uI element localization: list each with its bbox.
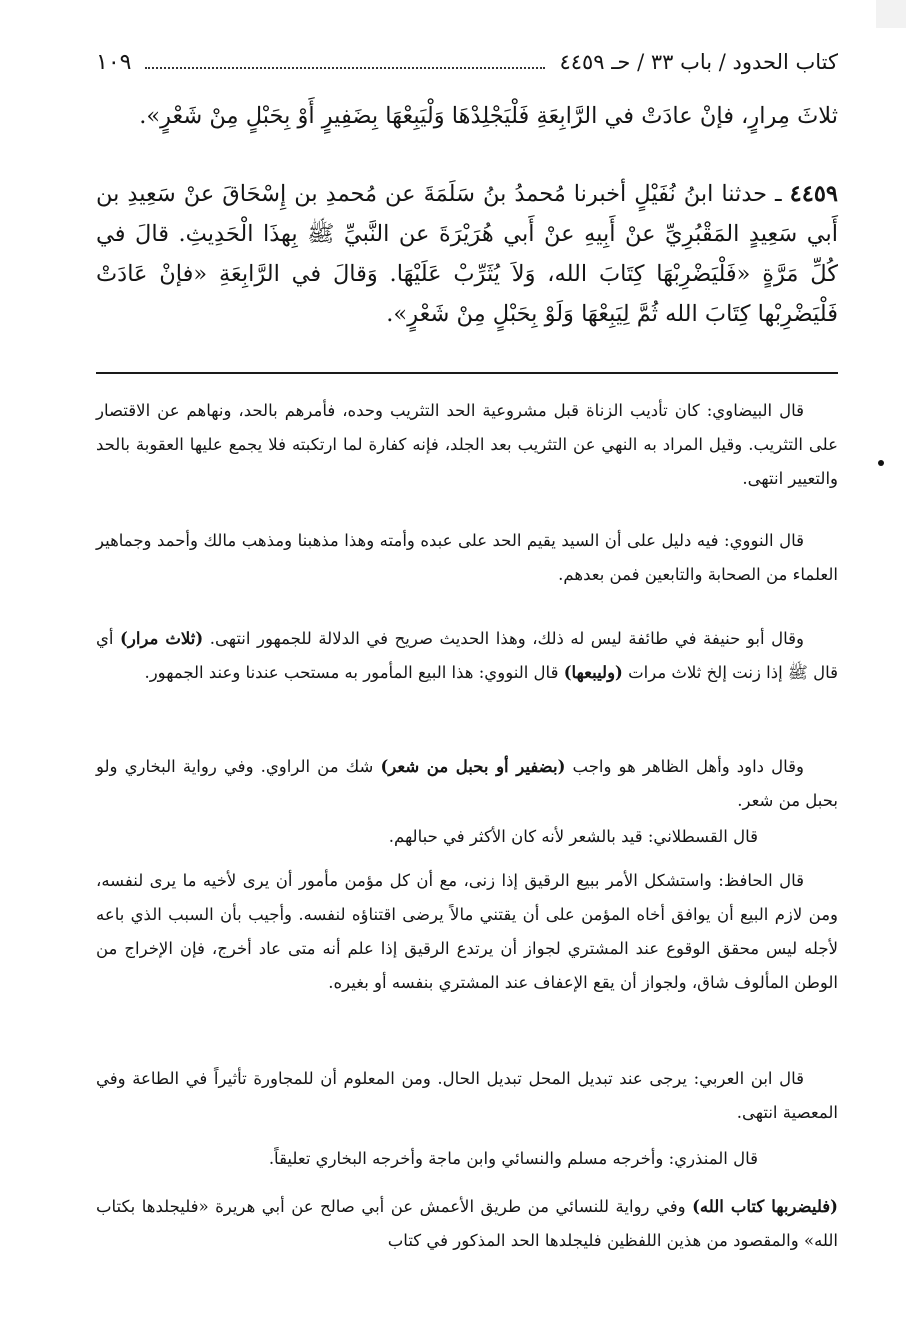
note-mundhiri: قال المنذري: وأخرجه مسلم والنسائي وابن ماجة وأخرجه البخاري تعليقاً. [268,1149,758,1168]
page-number: ١٠٩ [96,49,132,75]
lemma-falyadribha: (فليضربها كتاب الله) [692,1197,838,1216]
note-abu-hanifa [96,622,838,690]
hadith-4459 [96,174,838,334]
page-header [96,44,838,80]
note-abu-hanifa-text: وقال أبو حنيفة في طائفة ليس له ذلك، وهذا الحديث صريح في الدلالة للجمهور انتهى. [209,629,805,648]
footnote-divider [96,372,838,374]
note-dawud-end: شك من الراوي. وفي رواية البخاري ولو بحبل من شعر. [96,757,838,810]
scan-speck [878,460,884,466]
carry-over-text: ثلاثَ مِرارٍ، فإنْ عادَتْ في الرَّابِعَةِ فَلْيَجْلِدْهَا وَلْيَبِعْهَا بِضَفِيرٍ أَوْ بِحَبْلٍ مِنْ شَعْرٍ». [139,103,838,129]
note-falyadribha [96,1190,838,1258]
hadith-body: ـ حدثنا ابنُ نُفَيْلٍ أخبرنا مُحمدُ بنُ سَلَمَةَ عن مُحمدِ بن إِسْحَاقَ عنْ سَعِيدِ بن أَبي سَعِيدٍ المَقْبُرِيِّ عنْ أَبِيهِ عنْ أَبي هُرَيْرَةَ عن النَّبيِّ ﷺ بِهذَا الْحَدِيثِ. قالَ في كُلِّ مَرَّةٍ «فَلْيَضْرِبْهَا كِتَابَ الله، وَلاَ يُثَرِّبْ عَلَيْهَا. وَقالَ في الرَّابِعَةِ «فإنْ عَادَتْ فَلْيَضْرِبْها كِتَابَ الله ثُمَّ لِيَبِعْهَا وَلَوْ بِحَبْلٍ مِنْ شَعْرٍ». [96,181,838,327]
note-qastallani: قال القسطلاني: قيد بالشعر لأنه كان الأكثر في حبالهم. [388,827,758,846]
note-nawawi: قال النووي: فيه دليل على أن السيد يقيم الحد على عبده وأمته وهذا مذهبنا ومذهب مالك وأحمد وجماهير العلماء من الصحابة والتابعين فمن بعدهم. [96,531,838,584]
note-dawud-text: وقال داود وأهل الظاهر هو واجب [565,757,805,776]
note-thalath-text: أي قال ﷺ إذا زنت إلخ ثلاث مرات [96,629,838,682]
note-ibn-arabi: قال ابن العربي: يرجى عند تبديل المحل تبديل الحال. ومن المعلوم أن للمجاورة تأثيراً في الطاعة وفي المعصية انتهى. [96,1069,838,1122]
leader-dots [145,66,545,69]
note-bay-text: قال النووي: هذا البيع المأمور به مستحب عندنا وعند الجمهور. [144,663,564,682]
note-hafiz: قال الحافظ: واستشكل الأمر ببيع الرقيق إذا زنى، مع أن كل مؤمن مأمور أن يرى لأخيه ما يرى لنفسه، ومن لازم البيع أن يوافق أخاه المؤمن على أن يقتني مالاً يرضى اقتناؤه لنفسه. وأجيب بأن السبب الذي باعه لأجله ليس محقق الوقوع عند المشتري لجواز أن يرتدع الرقيق إذا علم أنه متى عاد أخرج، فإن الإخراج من الوطن المألوف شاق، ولجواز أن يقع الإعفاف عند المشتري بنفسه أو بغيره. [96,871,838,992]
note-baydawi: قال البيضاوي: كان تأديب الزناة قبل مشروعية الحد التثريب وحده، فأمرهم بالحد، ونهاهم عن الاقتصار على التثريب. وقيل المراد به النهي عن التثريب بعد الجلد، فإنه كفارة لما ارتكبته فلا يجمع عليها العقوبة بالحد والتعيير انتهى. [96,401,838,488]
running-head: كتاب الحدود / باب ٣٣ / حـ ٤٤٥٩ [559,50,838,74]
lemma-thalath-mirar: (ثلاث مرار) [120,629,204,648]
scan-corner-shadow [876,0,906,28]
hadith-number: ٤٤٥٩ [789,181,838,207]
note-falyadribha-text: وفي رواية للنسائي من طريق الأعمش عن أبي صالح عن أبي هريرة «فليجلدها بكتاب الله» والمقصود من هذين اللفظين فليجلدها الحد المذكور في كتاب [96,1197,838,1250]
lemma-walyabi-ha: (وليبعها) [563,663,623,682]
note-dawud [96,750,838,818]
lemma-bidafir: (بضفير أو بحبل من شعر) [380,757,566,776]
